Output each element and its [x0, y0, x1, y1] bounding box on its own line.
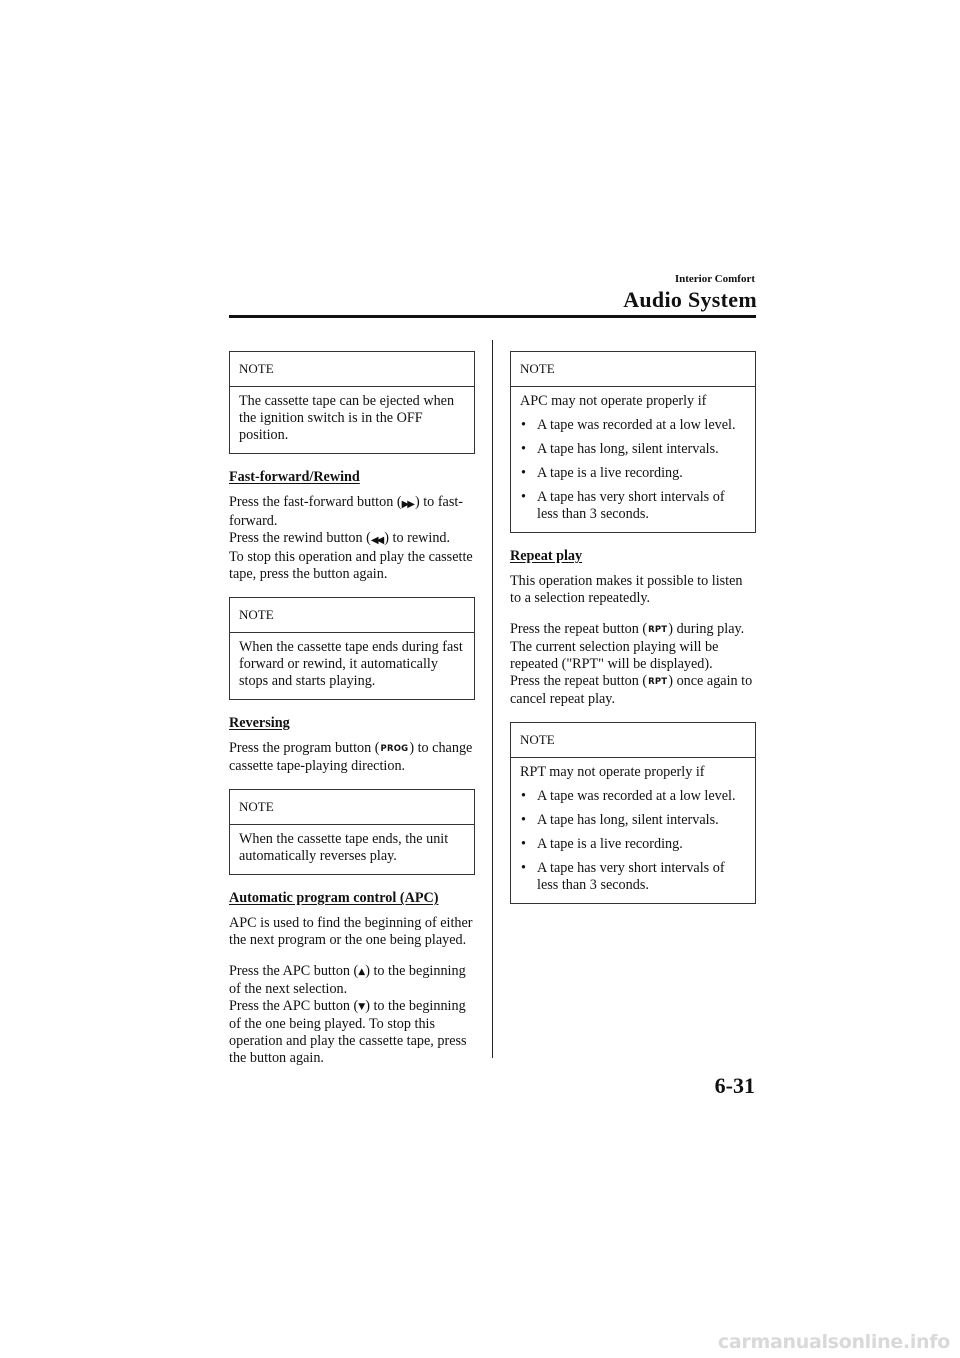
section-label: Interior Comfort: [674, 273, 755, 285]
text: Press the program button (: [229, 740, 380, 756]
triangle-up-icon: ▲: [358, 967, 366, 977]
note-box-auto-reverse: [229, 789, 475, 875]
list-item: • A tape was recorded at a low level.: [520, 788, 746, 805]
list-item: • A tape has long, silent intervals.: [520, 812, 746, 829]
text: ) during play. The current selection playing will be repeated ("RPT" will be displayed).: [510, 621, 745, 672]
note-box-eject: [229, 351, 475, 454]
text: ) to fast-forward.: [229, 494, 464, 529]
header-rule: [229, 315, 756, 318]
text: ) to the beginning of the next selection.: [229, 963, 466, 997]
paragraph-repeat-buttons: [510, 621, 756, 708]
text: Press the APC button (: [229, 963, 359, 979]
text: ) to the beginning of the one being played. To stop this operation and play the cassette tape, press the button again.: [229, 998, 467, 1066]
note-heading: NOTE: [230, 598, 474, 633]
heading-repeat-play: Repeat play: [510, 548, 583, 564]
watermark: carmanualsonline.info: [717, 1331, 950, 1353]
fast-forward-icon: ▶▶: [401, 499, 413, 510]
heading-reversing: Reversing: [229, 715, 290, 731]
prog-button-icon: PROG: [380, 744, 409, 754]
text: To stop this operation and play the cassette tape, press the button again.: [229, 549, 473, 582]
paragraph-apc-buttons: [229, 963, 475, 1067]
heading-apc: Automatic program control (APC): [229, 890, 439, 906]
list-item: • A tape is a live recording.: [520, 836, 746, 853]
note-text: When the cassette tape ends, the unit automatically reverses play.: [239, 831, 449, 864]
list-item: • A tape has very short intervals of less than 3 seconds.: [520, 860, 746, 894]
triangle-down-icon: ▼: [358, 1002, 366, 1012]
rpt-button-icon: RPT: [648, 625, 668, 635]
text: Press the repeat button (: [510, 621, 648, 637]
list-item: • A tape is a live recording.: [520, 465, 746, 482]
text: ) once again to cancel repeat play.: [510, 673, 753, 707]
note-text: When the cassette tape ends during fast forward or rewind, it automatically stops and starts playing.: [239, 639, 463, 689]
note-text: The cassette tape can be ejected when the ignition switch is in the OFF position.: [239, 393, 455, 443]
rpt-button-icon: RPT: [648, 677, 668, 687]
rewind-icon: ◀◀: [370, 535, 383, 546]
text: ) to rewind.: [384, 530, 451, 546]
column-divider: [492, 340, 493, 1058]
note-body: [511, 387, 755, 532]
paragraph-fast-forward-rewind: [229, 494, 475, 583]
paragraph-reversing: [229, 740, 475, 775]
page-number: 6-31: [714, 1073, 755, 1098]
bullet-list: [520, 417, 746, 523]
left-column: [229, 351, 475, 1081]
note-heading: NOTE: [511, 352, 755, 387]
note-heading: NOTE: [230, 790, 474, 825]
list-item: • A tape was recorded at a low level.: [520, 417, 746, 434]
note-intro: RPT may not operate properly if: [520, 764, 705, 780]
note-box-apc: [510, 351, 756, 533]
text: Press the repeat button (: [510, 673, 648, 689]
heading-fast-forward-rewind: Fast-forward/Rewind: [229, 469, 360, 485]
paragraph-repeat-intro: This operation makes it possible to listen to a selection repeatedly.: [510, 573, 743, 606]
note-body: [511, 758, 755, 903]
list-item: • A tape has long, silent intervals.: [520, 441, 746, 458]
bullet-list: [520, 788, 746, 894]
text: ) to change cassette tape-playing direction.: [229, 740, 473, 774]
section-title: Audio System: [623, 287, 757, 312]
note-box-rpt: [510, 722, 756, 904]
right-column: [510, 351, 756, 919]
text: Press the APC button (: [229, 998, 359, 1014]
text: Press the fast-forward button (: [229, 494, 402, 510]
note-intro: APC may not operate properly if: [520, 393, 707, 409]
text: Press the rewind button (: [229, 530, 371, 546]
paragraph-apc-intro: APC is used to find the beginning of either the next program or the one being played.: [229, 915, 473, 948]
list-item: • A tape has very short intervals of less than 3 seconds.: [520, 489, 746, 523]
note-heading: NOTE: [230, 352, 474, 387]
note-box-tape-end-ff: [229, 597, 475, 700]
note-heading: NOTE: [511, 723, 755, 758]
